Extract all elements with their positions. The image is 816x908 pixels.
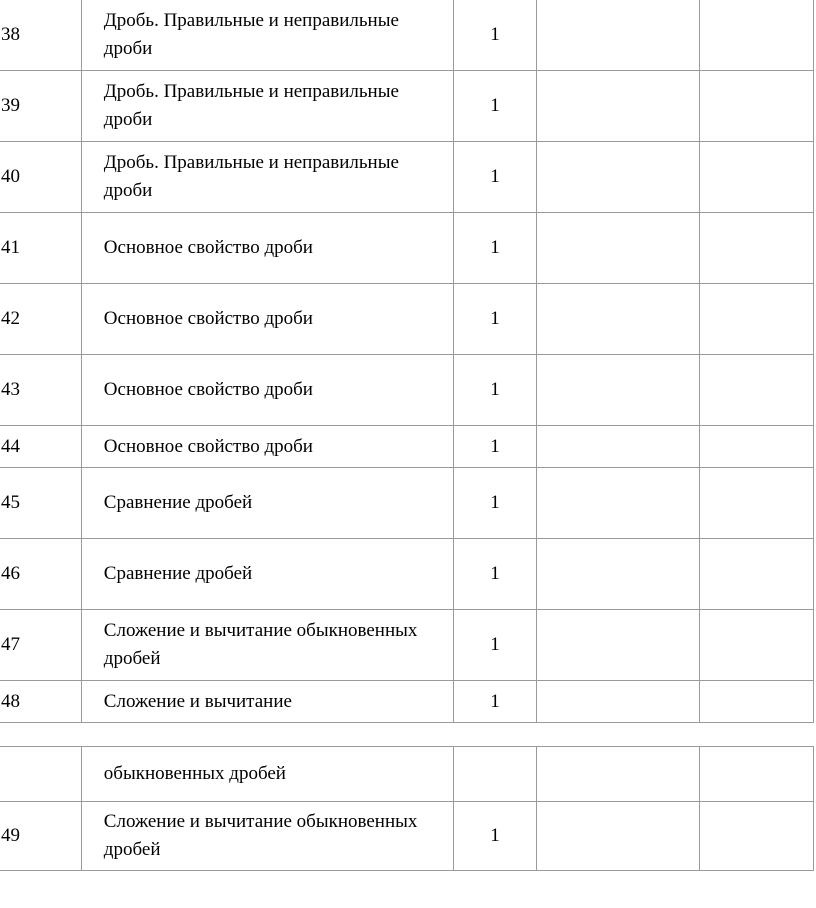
lesson-hours bbox=[454, 747, 537, 802]
table-row bbox=[0, 681, 814, 723]
table-row bbox=[0, 71, 814, 142]
empty-cell bbox=[700, 142, 814, 213]
empty-cell bbox=[700, 539, 814, 610]
lesson-topic: Основное свойство дроби bbox=[81, 426, 453, 468]
lesson-number: 41 bbox=[0, 213, 81, 284]
empty-cell bbox=[700, 0, 814, 71]
lesson-topic: Сложение и вычитание обыкновенных дробей bbox=[81, 802, 453, 871]
lesson-plan-table-continued bbox=[0, 746, 814, 871]
empty-cell bbox=[536, 71, 699, 142]
table-row bbox=[0, 539, 814, 610]
empty-cell bbox=[700, 71, 814, 142]
lesson-number: 45 bbox=[0, 468, 81, 539]
lesson-number: 38 bbox=[0, 0, 81, 71]
empty-cell bbox=[700, 468, 814, 539]
lesson-number: 40 bbox=[0, 142, 81, 213]
lesson-topic: Основное свойство дроби bbox=[81, 355, 453, 426]
lesson-topic: Дробь. Правильные и неправильные дроби bbox=[81, 142, 453, 213]
lesson-number: 48 bbox=[0, 681, 81, 723]
lesson-number: 42 bbox=[0, 284, 81, 355]
table-row bbox=[0, 284, 814, 355]
empty-cell bbox=[700, 802, 814, 871]
empty-cell bbox=[700, 284, 814, 355]
lesson-number bbox=[0, 747, 81, 802]
lesson-number: 49 bbox=[0, 802, 81, 871]
table-row bbox=[0, 142, 814, 213]
empty-cell bbox=[536, 426, 699, 468]
empty-cell bbox=[536, 681, 699, 723]
lesson-number: 43 bbox=[0, 355, 81, 426]
lesson-number: 46 bbox=[0, 539, 81, 610]
lesson-hours: 1 bbox=[454, 539, 537, 610]
empty-cell bbox=[536, 284, 699, 355]
table-row bbox=[0, 0, 814, 71]
lesson-hours: 1 bbox=[454, 426, 537, 468]
table-row bbox=[0, 468, 814, 539]
lesson-number: 44 bbox=[0, 426, 81, 468]
table-row bbox=[0, 426, 814, 468]
lesson-topic: Дробь. Правильные и неправильные дроби bbox=[81, 71, 453, 142]
empty-cell bbox=[536, 468, 699, 539]
empty-cell bbox=[536, 747, 699, 802]
lesson-number: 47 bbox=[0, 610, 81, 681]
lesson-hours: 1 bbox=[454, 0, 537, 71]
empty-cell bbox=[536, 802, 699, 871]
empty-cell bbox=[536, 213, 699, 284]
table-row bbox=[0, 747, 814, 802]
lesson-hours: 1 bbox=[454, 610, 537, 681]
lesson-topic: Сложение и вычитание bbox=[81, 681, 453, 723]
lesson-number: 39 bbox=[0, 71, 81, 142]
empty-cell bbox=[700, 426, 814, 468]
lesson-topic: Сложение и вычитание обыкновенных дробей bbox=[81, 610, 453, 681]
empty-cell bbox=[536, 0, 699, 71]
empty-cell bbox=[700, 355, 814, 426]
lesson-hours: 1 bbox=[454, 681, 537, 723]
lesson-topic: Сравнение дробей bbox=[81, 468, 453, 539]
lesson-topic: Сравнение дробей bbox=[81, 539, 453, 610]
lesson-hours: 1 bbox=[454, 71, 537, 142]
empty-cell bbox=[536, 539, 699, 610]
lesson-topic: обыкновенных дробей bbox=[81, 747, 453, 802]
empty-cell bbox=[536, 142, 699, 213]
lesson-hours: 1 bbox=[454, 213, 537, 284]
empty-cell bbox=[700, 213, 814, 284]
table-row bbox=[0, 802, 814, 871]
empty-cell bbox=[700, 610, 814, 681]
table-row bbox=[0, 213, 814, 284]
lesson-topic: Дробь. Правильные и неправильные дроби bbox=[81, 0, 453, 71]
lesson-hours: 1 bbox=[454, 355, 537, 426]
lesson-hours: 1 bbox=[454, 802, 537, 871]
lesson-topic: Основное свойство дроби bbox=[81, 213, 453, 284]
empty-cell bbox=[536, 355, 699, 426]
lesson-topic: Основное свойство дроби bbox=[81, 284, 453, 355]
empty-cell bbox=[536, 610, 699, 681]
lesson-hours: 1 bbox=[454, 142, 537, 213]
empty-cell bbox=[700, 747, 814, 802]
empty-cell bbox=[700, 681, 814, 723]
lesson-hours: 1 bbox=[454, 284, 537, 355]
table-row bbox=[0, 610, 814, 681]
table-row bbox=[0, 355, 814, 426]
lesson-hours: 1 bbox=[454, 468, 537, 539]
